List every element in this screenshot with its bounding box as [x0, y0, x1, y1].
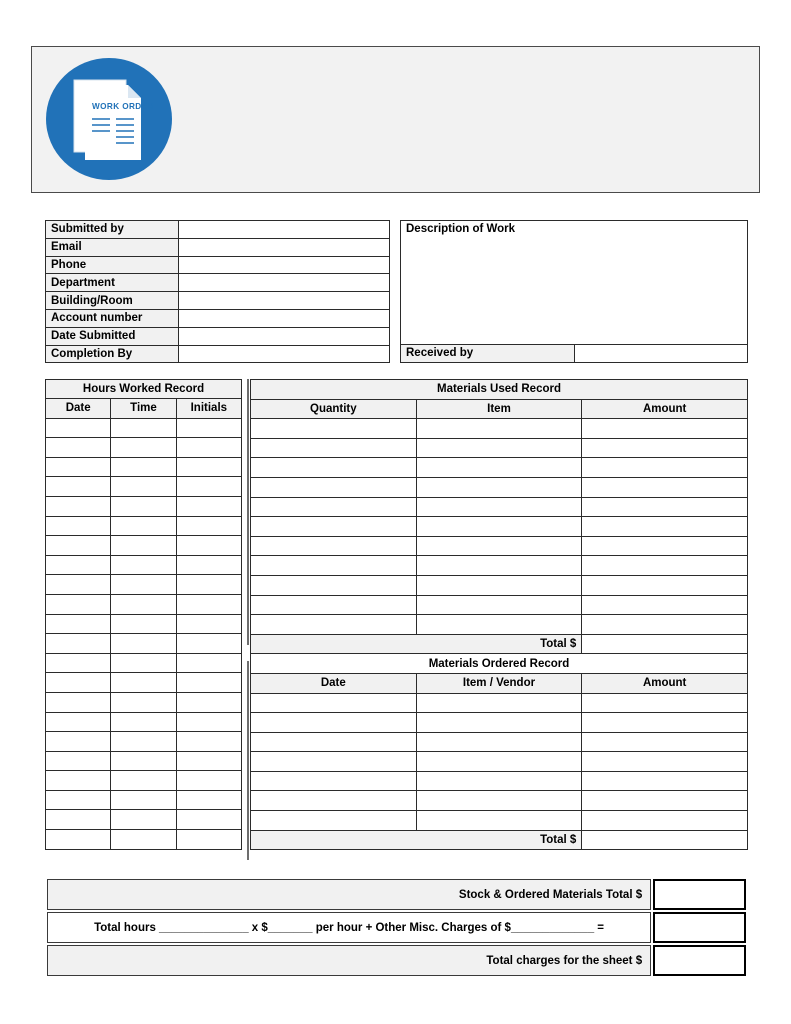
table-row	[46, 575, 242, 595]
cell-initials[interactable]	[176, 438, 241, 458]
table-row	[46, 771, 242, 791]
total-hours-formula-label[interactable]: Total hours ______________ x $_______ per hour + Other Misc. Charges of $_____________ =	[47, 912, 651, 943]
cell-amount[interactable]	[582, 713, 748, 733]
received-by-input[interactable]	[574, 345, 748, 363]
cell-time[interactable]	[111, 516, 176, 536]
submitted-info-table	[45, 220, 390, 363]
cell-date[interactable]	[46, 594, 111, 614]
table-row	[46, 477, 242, 497]
table-row	[46, 516, 242, 536]
table-row	[46, 274, 390, 292]
field-input-email[interactable]	[179, 238, 390, 256]
table-row	[251, 732, 748, 752]
cell-time[interactable]	[111, 790, 176, 810]
table-row	[46, 614, 242, 634]
cell-item-vendor[interactable]	[416, 752, 582, 772]
cell-date[interactable]	[46, 751, 111, 771]
table-row	[46, 238, 390, 256]
table-row	[46, 732, 242, 752]
field-label-department: Department	[46, 274, 179, 292]
cell-time[interactable]	[111, 555, 176, 575]
table-row	[251, 458, 748, 478]
cell-initials[interactable]	[176, 790, 241, 810]
column-header-date: Date	[46, 399, 111, 419]
work-order-document-icon	[45, 57, 175, 182]
table-row	[251, 536, 748, 556]
table-row	[46, 457, 242, 477]
cell-time[interactable]	[111, 496, 176, 516]
cell-item[interactable]	[416, 536, 582, 556]
cell-amount[interactable]	[582, 419, 748, 439]
table-row	[46, 751, 242, 771]
cell-date[interactable]	[46, 790, 111, 810]
table-row	[46, 712, 242, 732]
table-row	[401, 221, 748, 345]
total-charges-label: Total charges for the sheet $	[47, 945, 651, 976]
table-row	[46, 653, 242, 673]
field-input-phone[interactable]	[179, 256, 390, 274]
hours-worked-record-table	[45, 379, 242, 850]
cell-amount[interactable]	[582, 438, 748, 458]
cell-date[interactable]	[46, 438, 111, 458]
table-row	[46, 634, 242, 654]
cell-amount[interactable]	[582, 536, 748, 556]
table-row	[46, 790, 242, 810]
cell-initials[interactable]	[176, 496, 241, 516]
table-row	[46, 830, 242, 850]
materials-used-record-title: Materials Used Record	[251, 380, 748, 400]
cell-initials[interactable]	[176, 712, 241, 732]
field-input-account-number[interactable]	[179, 309, 390, 327]
field-input-department[interactable]	[179, 274, 390, 292]
cell-date[interactable]	[46, 634, 111, 654]
cell-time[interactable]	[111, 673, 176, 693]
field-input-completion-by[interactable]	[179, 345, 390, 363]
cell-amount[interactable]	[582, 477, 748, 497]
table-row	[251, 595, 748, 615]
cell-initials[interactable]	[176, 653, 241, 673]
cell-quantity[interactable]	[251, 497, 417, 517]
materials-used-total-label: Total $	[251, 634, 582, 654]
cell-time[interactable]	[111, 732, 176, 752]
cell-amount[interactable]	[582, 811, 748, 831]
cell-time[interactable]	[111, 712, 176, 732]
cell-time[interactable]	[111, 457, 176, 477]
cell-amount[interactable]	[582, 575, 748, 595]
cell-date[interactable]	[46, 653, 111, 673]
cell-item-vendor[interactable]	[416, 811, 582, 831]
cell-initials[interactable]	[176, 418, 241, 438]
table-row	[46, 692, 242, 712]
cell-date[interactable]	[46, 614, 111, 634]
cell-item-vendor[interactable]	[416, 693, 582, 713]
cell-date[interactable]	[46, 477, 111, 497]
field-label-account-number: Account number	[46, 309, 179, 327]
cell-item-vendor[interactable]	[416, 713, 582, 733]
cell-item[interactable]	[416, 517, 582, 537]
cell-time[interactable]	[111, 810, 176, 830]
cell-date[interactable]	[251, 791, 417, 811]
cell-item[interactable]	[416, 438, 582, 458]
table-row	[251, 556, 748, 576]
column-header-date: Date	[251, 673, 417, 693]
cell-amount[interactable]	[582, 595, 748, 615]
hours-worked-record-title: Hours Worked Record	[46, 380, 242, 399]
cell-time[interactable]	[111, 614, 176, 634]
table-row	[47, 879, 746, 910]
cell-date[interactable]	[46, 771, 111, 791]
cell-initials[interactable]	[176, 477, 241, 497]
cell-date[interactable]	[251, 732, 417, 752]
field-label-phone: Phone	[46, 256, 179, 274]
table-row	[46, 438, 242, 458]
cell-initials[interactable]	[176, 614, 241, 634]
column-header-item-vendor: Item / Vendor	[416, 673, 582, 693]
cell-quantity[interactable]	[251, 477, 417, 497]
table-row	[46, 536, 242, 556]
materials-ordered-total-label: Total $	[251, 830, 582, 850]
cell-item-vendor[interactable]	[416, 732, 582, 752]
cell-initials[interactable]	[176, 751, 241, 771]
table-row	[46, 345, 390, 363]
table-row	[251, 811, 748, 831]
cell-date[interactable]	[251, 693, 417, 713]
table-row	[46, 256, 390, 274]
table-row	[251, 771, 748, 791]
cell-initials[interactable]	[176, 810, 241, 830]
cell-time[interactable]	[111, 536, 176, 556]
cell-amount[interactable]	[582, 791, 748, 811]
materials-used-total-value[interactable]	[582, 634, 748, 654]
table-row	[251, 752, 748, 772]
table-divider	[247, 379, 249, 860]
cell-item[interactable]	[416, 497, 582, 517]
cell-amount[interactable]	[582, 752, 748, 772]
cell-time[interactable]	[111, 575, 176, 595]
cell-initials[interactable]	[176, 692, 241, 712]
cell-date[interactable]	[46, 673, 111, 693]
cell-item-vendor[interactable]	[416, 791, 582, 811]
cell-date[interactable]	[46, 810, 111, 830]
table-row	[251, 438, 748, 458]
cell-amount[interactable]	[582, 771, 748, 791]
cell-initials[interactable]	[176, 536, 241, 556]
table-row	[46, 418, 242, 438]
cell-time[interactable]	[111, 418, 176, 438]
table-row	[46, 673, 242, 693]
materials-ordered-total-value[interactable]	[582, 830, 748, 850]
cell-date[interactable]	[46, 516, 111, 536]
cell-date[interactable]	[46, 692, 111, 712]
cell-quantity[interactable]	[251, 536, 417, 556]
table-row	[46, 221, 390, 239]
cell-date[interactable]	[46, 457, 111, 477]
cell-initials[interactable]	[176, 594, 241, 614]
cell-date[interactable]	[46, 555, 111, 575]
cell-date[interactable]	[46, 496, 111, 516]
table-header-row	[46, 399, 242, 419]
table-row	[251, 497, 748, 517]
cell-item[interactable]	[416, 419, 582, 439]
cell-date[interactable]	[251, 713, 417, 733]
cell-time[interactable]	[111, 653, 176, 673]
cell-item[interactable]	[416, 556, 582, 576]
svg-text:WORK ORDER: WORK ORDER	[92, 102, 154, 111]
table-header-row	[251, 654, 748, 674]
total-charges-value[interactable]	[653, 945, 746, 976]
cell-initials[interactable]	[176, 555, 241, 575]
table-row	[251, 791, 748, 811]
cell-initials[interactable]	[176, 732, 241, 752]
cell-initials[interactable]	[176, 575, 241, 595]
table-row	[47, 945, 746, 976]
cell-date[interactable]	[46, 536, 111, 556]
cell-date[interactable]	[46, 712, 111, 732]
table-row	[46, 810, 242, 830]
column-header-initials: Initials	[176, 399, 241, 419]
column-header-amount: Amount	[582, 673, 748, 693]
table-row	[401, 345, 748, 363]
table-row	[251, 419, 748, 439]
cell-time[interactable]	[111, 438, 176, 458]
cell-date[interactable]	[251, 771, 417, 791]
cell-item[interactable]	[416, 595, 582, 615]
cell-initials[interactable]	[176, 673, 241, 693]
materials-records-table	[250, 379, 748, 850]
table-row	[251, 477, 748, 497]
cell-initials[interactable]	[176, 771, 241, 791]
table-row	[47, 912, 746, 943]
cell-quantity[interactable]	[251, 556, 417, 576]
cell-date[interactable]	[251, 811, 417, 831]
total-hours-formula-value[interactable]	[653, 912, 746, 943]
description-of-work-label[interactable]: Description of Work	[401, 221, 748, 345]
cell-quantity[interactable]	[251, 438, 417, 458]
field-label-building-room: Building/Room	[46, 292, 179, 310]
table-row	[46, 327, 390, 345]
table-row	[46, 594, 242, 614]
cell-item[interactable]	[416, 575, 582, 595]
table-row	[251, 575, 748, 595]
cell-quantity[interactable]	[251, 575, 417, 595]
column-header-time: Time	[111, 399, 176, 419]
cell-item[interactable]	[416, 458, 582, 478]
cell-quantity[interactable]	[251, 615, 417, 635]
cell-time[interactable]	[111, 477, 176, 497]
stock-ordered-materials-total-value[interactable]	[653, 879, 746, 910]
description-of-work-table	[400, 220, 748, 363]
materials-ordered-record-title: Materials Ordered Record	[251, 654, 748, 674]
cell-date[interactable]	[46, 575, 111, 595]
cell-time[interactable]	[111, 634, 176, 654]
cell-quantity[interactable]	[251, 517, 417, 537]
field-label-date-submitted: Date Submitted	[46, 327, 179, 345]
field-label-email: Email	[46, 238, 179, 256]
cell-amount[interactable]	[582, 517, 748, 537]
cell-date[interactable]	[46, 830, 111, 850]
cell-initials[interactable]	[176, 516, 241, 536]
materials-used-total-row	[251, 634, 748, 654]
column-header-item: Item	[416, 399, 582, 419]
cell-amount[interactable]	[582, 556, 748, 576]
field-input-submitted-by[interactable]	[179, 221, 390, 239]
cell-time[interactable]	[111, 692, 176, 712]
table-row	[251, 615, 748, 635]
cell-time[interactable]	[111, 830, 176, 850]
cell-date[interactable]	[46, 732, 111, 752]
cell-quantity[interactable]	[251, 595, 417, 615]
table-header-row	[251, 399, 748, 419]
table-row	[46, 555, 242, 575]
cell-date[interactable]	[251, 752, 417, 772]
field-input-date-submitted[interactable]	[179, 327, 390, 345]
cell-item[interactable]	[416, 615, 582, 635]
summary-totals-table	[45, 877, 748, 978]
table-row	[46, 496, 242, 516]
table-header-row	[251, 673, 748, 693]
cell-time[interactable]	[111, 771, 176, 791]
table-row	[251, 517, 748, 537]
field-label-submitted-by: Submitted by	[46, 221, 179, 239]
table-header-row	[46, 380, 242, 399]
stock-ordered-materials-total-label: Stock & Ordered Materials Total $	[47, 879, 651, 910]
cell-initials[interactable]	[176, 457, 241, 477]
table-header-row	[251, 380, 748, 400]
column-header-amount: Amount	[582, 399, 748, 419]
cell-initials[interactable]	[176, 634, 241, 654]
cell-amount[interactable]	[582, 615, 748, 635]
cell-amount[interactable]	[582, 458, 748, 478]
cell-amount[interactable]	[582, 693, 748, 713]
field-label-completion-by: Completion By	[46, 345, 179, 363]
cell-amount[interactable]	[582, 497, 748, 517]
table-row	[251, 713, 748, 733]
materials-ordered-total-row	[251, 830, 748, 850]
cell-time[interactable]	[111, 594, 176, 614]
cell-item[interactable]	[416, 477, 582, 497]
field-input-building-room[interactable]	[179, 292, 390, 310]
cell-quantity[interactable]	[251, 458, 417, 478]
table-row	[46, 309, 390, 327]
cell-quantity[interactable]	[251, 419, 417, 439]
table-row	[251, 693, 748, 713]
cell-time[interactable]	[111, 751, 176, 771]
cell-date[interactable]	[46, 418, 111, 438]
column-header-quantity: Quantity	[251, 399, 417, 419]
table-row	[46, 292, 390, 310]
received-by-label: Received by	[401, 345, 575, 363]
cell-item-vendor[interactable]	[416, 771, 582, 791]
cell-amount[interactable]	[582, 732, 748, 752]
cell-initials[interactable]	[176, 830, 241, 850]
